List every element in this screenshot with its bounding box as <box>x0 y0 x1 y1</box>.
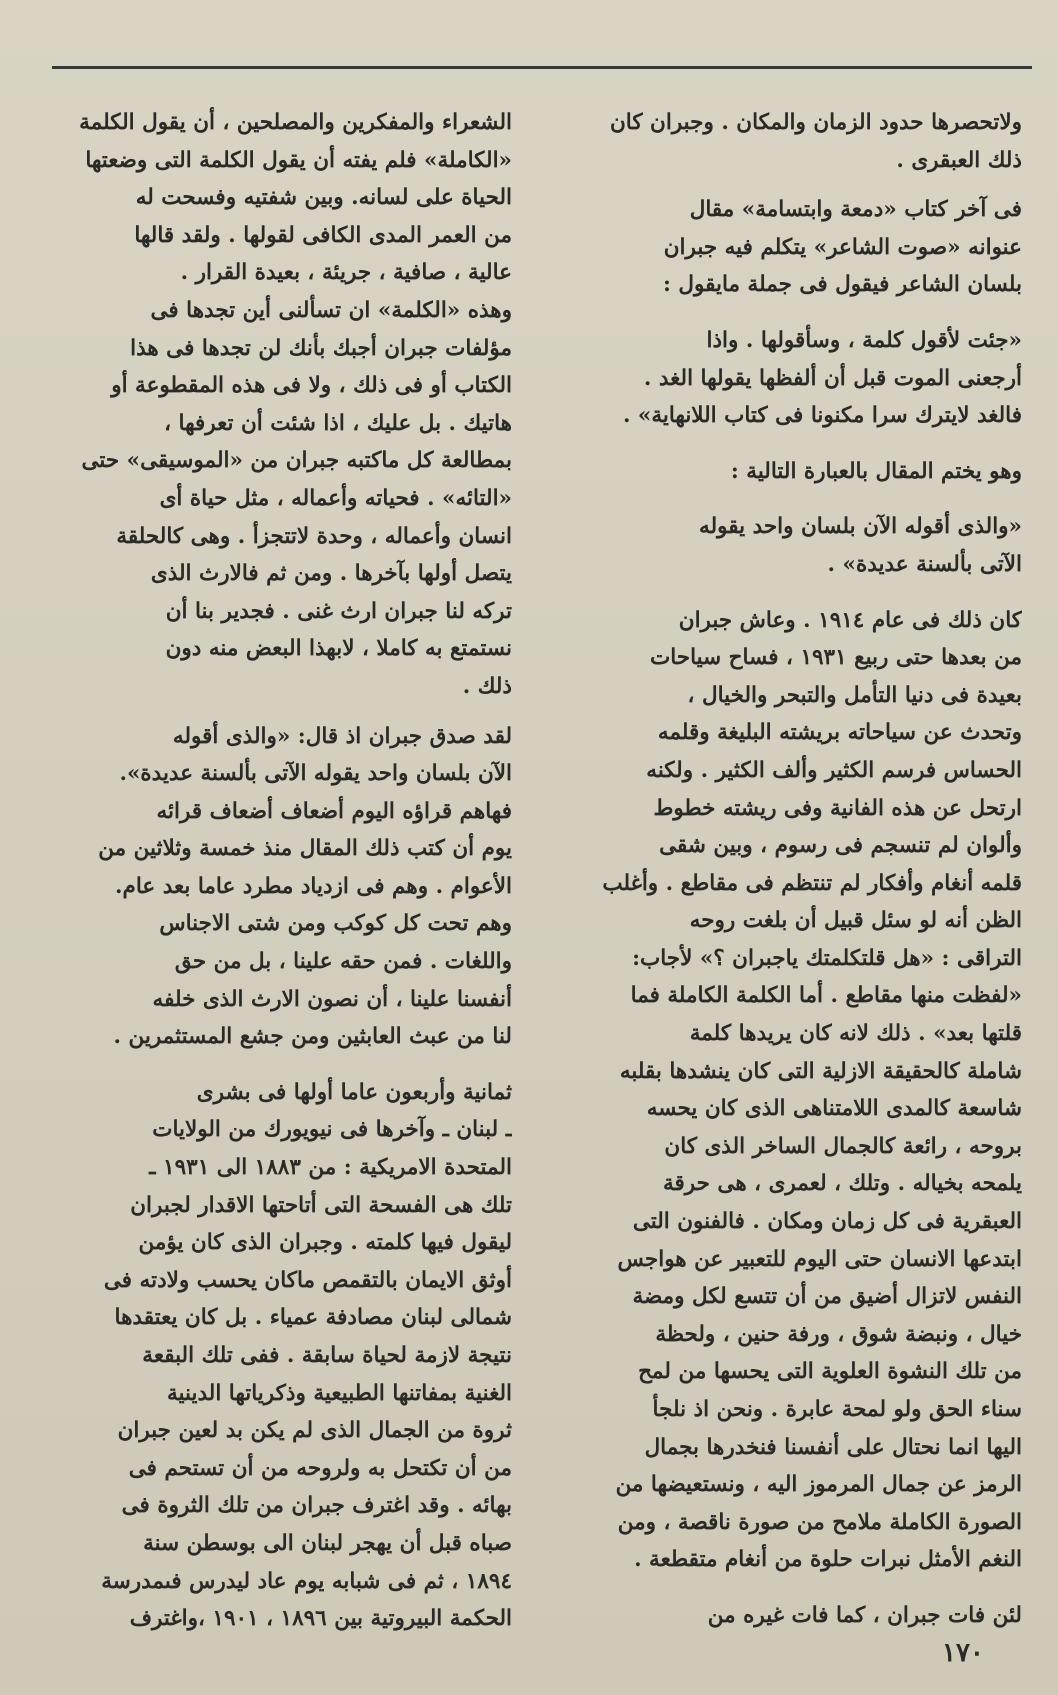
text-line: وهم تحت كل كوكب ومن شتى الاجناس <box>159 911 512 937</box>
text-line: الصورة الكاملة ملامح من صورة ناقصة ، ومن <box>617 1509 1022 1535</box>
text-line: النفس لاتزال أضيق من أن تتسع لكل ومضة <box>632 1284 1022 1310</box>
text-line: «التائه» . فحياته وأعماله ، مثل حياة أى <box>159 485 512 511</box>
text-line: انسان وأعماله ، وحدة لاتتجزأ . وهى كالحلقة <box>116 523 512 549</box>
text-line: بعيدة فى دنيا التأمل والتبحر والخيال ، <box>687 682 1022 708</box>
text-line: ذلك العبقرى . <box>896 147 1022 173</box>
text-line: تركه لنا جبران ارث غنى . فجدير بنا أن <box>165 598 512 624</box>
header-rule <box>52 66 1032 69</box>
text-line: بلسان الشاعر فيقول فى جملة مايقول : <box>662 272 1022 298</box>
text-line: الغنية بمفاتنها الطبيعية وذكرياتها الدينية <box>167 1380 512 1406</box>
text-line: وهو يختم المقال بالعبارة التالية : <box>730 458 1022 484</box>
text-line: «والذى أقوله الآن بلسان واحد يقوله <box>699 514 1022 540</box>
text-line: الكتاب أو فى ذلك ، ولا فى هذه المقطوعة أو <box>111 373 512 399</box>
text-line: نتيجة لازمة لحياة سابقة . ففى تلك البقعة <box>142 1343 512 1368</box>
text-line: ارتحل عن هذه الفانية وفى ريشته خطوط <box>653 795 1022 821</box>
paragraph <box>570 1597 1022 1635</box>
text-line: الظن أنه لو سئل قبيل أن بلغت روحه <box>689 908 1022 934</box>
text-line: ١٨٩٤ ، ثم فى شبابه يوم عاد ليدرس فىمدرسة <box>101 1568 512 1594</box>
paragraph <box>46 104 512 706</box>
text-line: الحساس فرسم الكثير وألف الكثير . ولكنه <box>646 757 1022 783</box>
text-line: ولاتحصرها حدود الزمان والمكان . وجبران كان <box>610 110 1022 135</box>
text-line: صباه قبل أن يهجر لبنان الى بوسطن سنة <box>143 1530 512 1556</box>
text-line: الأعوام . وهم فى ازدياد مطرد عاما بعد عام. <box>115 873 512 899</box>
text-line: يلمحه بخياله . وتلك ، لعمرى ، هى حرقة <box>662 1171 1022 1197</box>
text-line: أوثق الايمان بالتقمص ماكان يحسب ولادته فى <box>103 1267 512 1293</box>
text-line: اليها انما نحتال على أنفسنا فنخدرها بجمال <box>644 1434 1022 1460</box>
text-line: ـ لبنان ـ وآخرها فى نيويورك من الولايات <box>152 1117 512 1143</box>
text-line: الحكمة البيروتية بين ١٨٩٦ ، ١٩٠١ ،واغترف <box>129 1606 512 1632</box>
text-line: فى آخر كتاب «دمعة وابتسامة» مقال <box>689 197 1022 223</box>
text-line: ابتدعها الانسان حتى اليوم للتعبير عن هواجس <box>617 1246 1022 1272</box>
text-line: الشعراء والمفكرين والمصلحين ، أن يقول الكلمة <box>79 110 512 135</box>
text-line: الآتى بألسنة عديدة» . <box>827 551 1022 577</box>
text-line: تلك هى الفسحة التى أتاحتها الاقدار لجبران <box>130 1192 512 1218</box>
paragraph <box>570 508 1022 583</box>
text-line: لنا من عبث العابثين ومن جشع المستثمرين . <box>113 1024 512 1050</box>
page-number: ١٧٠ <box>942 1638 984 1668</box>
text-line: المتحدة الامريكية : من ١٨٨٣ الى ١٩٣١ ـ <box>149 1155 512 1181</box>
text-line: مؤلفات جبران أجبك بأنك لن تجدها فى هذا <box>130 335 512 361</box>
paragraph <box>570 191 1022 304</box>
text-line: الآن بلسان واحد يقوله الآتى بألسنة عديدة». <box>119 761 512 787</box>
paragraph <box>46 718 512 1056</box>
paragraph <box>570 104 1022 179</box>
text-line: من تلك النشوة العلوية التى يحسها من لمح <box>638 1359 1022 1385</box>
text-line: التراقى : «هل قلتكلمتك ياجبران ؟» لأجاب: <box>632 945 1022 971</box>
right-column <box>570 104 1022 1647</box>
text-line: يوم أن كتب ذلك المقال منذ خمسة وثلاثين من <box>98 836 512 862</box>
paragraph <box>570 453 1022 491</box>
text-line: النغم الأمثل نبرات حلوة من أنغام متقطعة . <box>634 1547 1022 1573</box>
text-line: قلتها بعد» . ذلك لانه كان يريدها كلمة <box>689 1021 1022 1047</box>
left-column <box>46 104 512 1650</box>
text-line: «جئت لأقول كلمة ، وسأقولها . واذا <box>706 327 1022 353</box>
text-line: بهائه . وقد اغترف جبران من تلك الثروة فى <box>121 1493 512 1519</box>
text-line: وهذه «الكلمة» ان تسألنى أين تجدها فى <box>150 297 512 323</box>
text-line: فهاهم قراؤه اليوم أضعاف أضعاف قرائه <box>156 798 512 824</box>
text-line: يتصل أولها بآخرها . ومن ثم فالارث الذى <box>150 561 512 587</box>
text-line: وألوان لم تنسجم فى رسوم ، وبين شقى <box>659 833 1022 859</box>
text-line: عالية ، صافية ، جريئة ، بعيدة القرار . <box>180 260 512 286</box>
text-line: شاملة كالحقيقة الازلية التى كان ينشدها بقلبه <box>619 1058 1022 1084</box>
text-line: شاسعة كالمدى اللامتناهى الذى كان يحسه <box>646 1096 1022 1122</box>
text-line: قلمه أنغام وأفكار لم تنتظم فى مقاطع . وأغلب <box>602 870 1022 896</box>
text-line: بمطالعة كل ماكتبه جبران من «الموسيقى» حتى <box>81 448 512 474</box>
text-line: أنفسنا علينا ، أن نصون الارث الذى خلفه <box>152 986 512 1012</box>
text-line: وتحدث عن سياحاته بريشته البليغة وقلمه <box>657 720 1022 746</box>
paragraph <box>570 322 1022 435</box>
text-line: خيال ، ونبضة شوق ، ورفة حنين ، ولحظة <box>655 1321 1022 1347</box>
text-line: واللغات . فمن حقه علينا ، بل من حق <box>174 949 512 975</box>
text-line: الحياة على لسانه. وبين شفتيه وفسحت له <box>135 185 512 211</box>
text-line: كان ذلك فى عام ١٩١٤ . وعاش جبران <box>678 607 1022 633</box>
text-line: نستمتع به كاملا ، لابهذا البعض منه دون <box>165 636 512 662</box>
text-line: بروحه ، رائعة كالجمال الساخر الذى كان <box>664 1133 1022 1159</box>
text-line: ذلك . <box>462 673 512 699</box>
text-line: من أن تكتحل به ولروحه من أن تستحم فى <box>128 1455 512 1481</box>
text-line: من العمر المدى الكافى لقولها . ولقد قالها <box>134 222 512 248</box>
text-line: الرمز عن جمال المرموز اليه ، ونستعيضها من <box>615 1472 1022 1498</box>
text-line: ثروة من الجمال الذى لم يكن بد لعين جبران <box>117 1418 512 1444</box>
text-line: أرجعنى الموت قبل أن ألفظها يقولها الغد . <box>643 365 1022 391</box>
text-line: «لفظت منها مقاطع . أما الكلمة الكاملة فما <box>630 983 1022 1009</box>
text-line: سناء الحق ولو لمحة عابرة . ونحن اذ نلجأ <box>652 1397 1022 1422</box>
text-line: «الكاملة» فلم يفته أن يقول الكلمة التى وضعتها <box>85 147 512 173</box>
text-line: هاتيك . بل عليك ، اذا شئت أن تعرفها ، <box>164 410 512 436</box>
paragraph <box>570 602 1022 1579</box>
text-line: شمالى لبنان مصادفة عمياء . بل كان يعتقدها <box>114 1305 512 1331</box>
text-line: ليقول فيها كلمته . وجبران الذى كان يؤمن <box>138 1230 512 1256</box>
text-line: العبقرية فى كل زمان ومكان . فالفنون التى <box>632 1209 1022 1235</box>
text-line: ثمانية وأربعون عاما أولها فى بشرى <box>196 1079 512 1105</box>
text-line: من بعدها حتى ربيع ١٩٣١ ، فساح سياحات <box>650 645 1022 671</box>
text-line: لقد صدق جبران اذ قال: «والذى أقوله <box>172 723 512 749</box>
text-line: لئن فات جبران ، كما فات غيره من <box>707 1602 1022 1628</box>
paragraph <box>46 1074 512 1638</box>
text-line: فالغد لايترك سرا مكنونا فى كتاب اللانهاية» . <box>622 403 1022 429</box>
text-line: عنوانه «صوت الشاعر» يتكلم فيه جبران <box>663 234 1022 260</box>
